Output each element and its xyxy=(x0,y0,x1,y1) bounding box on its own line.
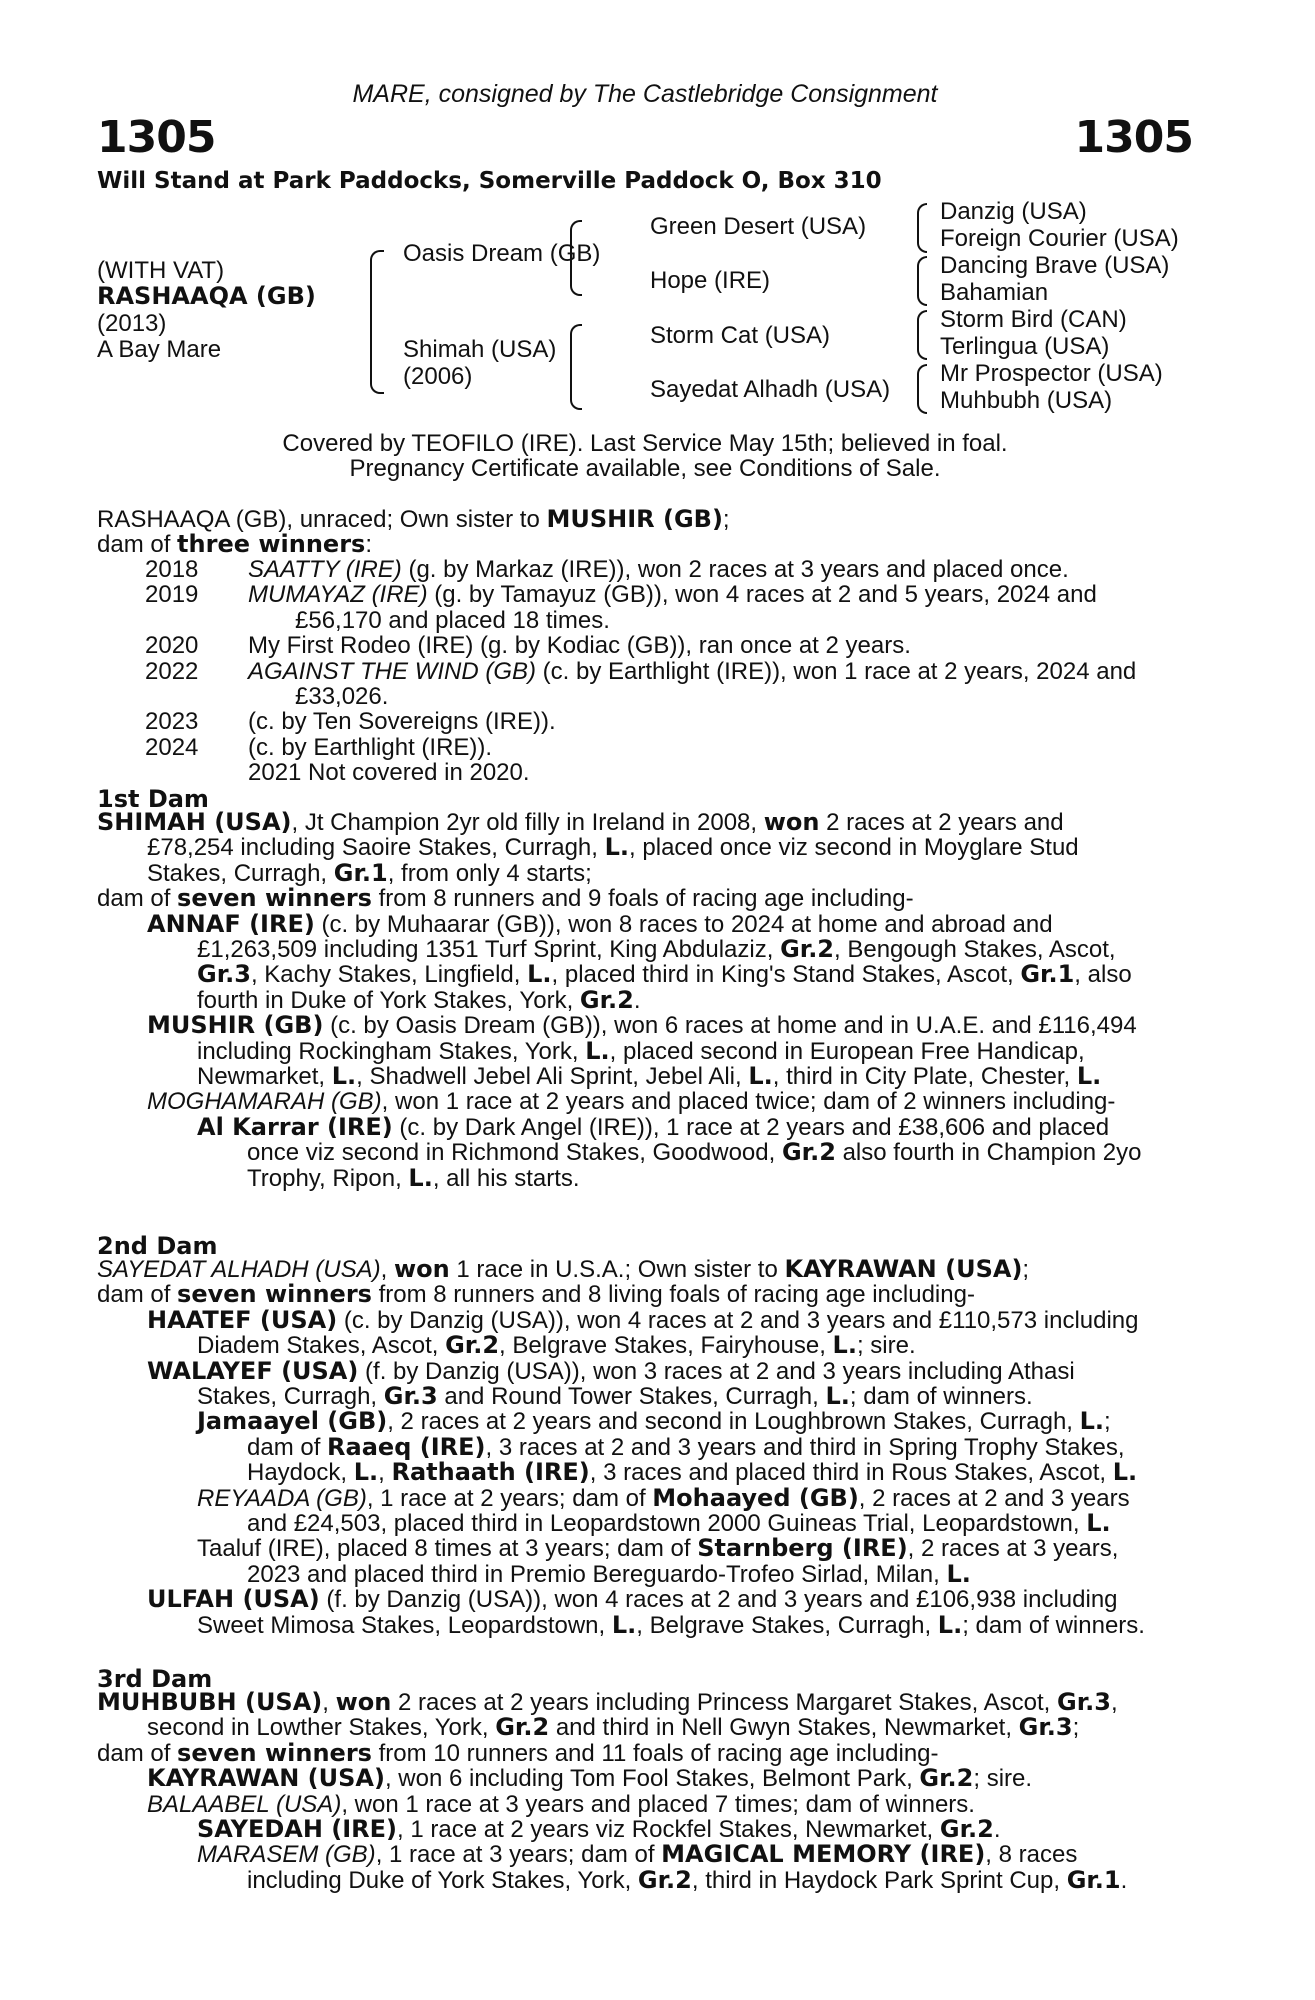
second-dam-line: and £24,503, placed third in Leopardstown 2000 Guineas Trial, Leopardstown, L. xyxy=(247,1509,1111,1537)
third-dam-line: dam of seven winners from 10 runners and 11 foals of racing age including- xyxy=(97,1738,939,1767)
third-dam-line: KAYRAWAN (USA), won 6 including Tom Fool Stakes, Belmont Park, Gr.2; sire. xyxy=(147,1764,1033,1793)
first-dam-line: MUSHIR (GB) (c. by Oasis Dream (GB)), won 6 races at home and in U.A.E. and £116,494 xyxy=(147,1011,1137,1040)
first-dam-line: MOGHAMARAH (GB), won 1 race at 2 years and placed twice; dam of 2 winners including- xyxy=(147,1088,1116,1116)
second-dam-line: Diadem Stakes, Ascot, Gr.2, Belgrave Stakes, Fairyhouse, L.; sire. xyxy=(197,1331,916,1360)
third-dam-line: including Duke of York Stakes, York, Gr.2, third in Haydock Park Sprint Cup, Gr.1. xyxy=(247,1865,1128,1894)
first-dam-line: once viz second in Richmond Stakes, Goodwood, Gr.2 also fourth in Champion 2yo xyxy=(247,1138,1142,1167)
horse-description: A Bay Mare xyxy=(97,336,222,363)
pedigree-gen3-1: Green Desert (USA) xyxy=(650,213,867,240)
first-dam-line: fourth in Duke of York Stakes, York, Gr.2. xyxy=(197,985,641,1014)
produce-year: 2023 xyxy=(145,708,199,736)
horse-year: (2013) xyxy=(97,310,167,337)
second-dam-line: Sweet Mimosa Stakes, Leopardstown, L., Belgrave Stakes, Curragh, L.; dam of winners. xyxy=(197,1610,1145,1639)
pedigree-gen4-8: Muhbubh (USA) xyxy=(940,387,1113,414)
lot-number-right: 1305 xyxy=(1074,112,1193,163)
first-dam-line: Gr.3, Kachy Stakes, Lingfield, L., placed third in King's Stand Stakes, Ascot, Gr.1, also xyxy=(197,960,1132,989)
brace-dam-parents xyxy=(570,324,582,410)
first-dam-line: Newmarket, L., Shadwell Jebel Ali Sprint, Jebel Ali, L., third in City Plate, Chester, L. xyxy=(197,1062,1102,1090)
produce-entry: SAATTY (IRE) (g. by Markaz (IRE)), won 2 races at 3 years and placed once. xyxy=(248,556,1069,583)
produce-entry: MUMAYAZ (IRE) (g. by Tamayuz (GB)), won 4 races at 2 and 5 years, 2024 and xyxy=(248,581,1097,609)
first-dam-line: Trophy, Ripon, L., all his starts. xyxy=(247,1163,580,1192)
first-dam-line: including Rockingham Stakes, York, L., placed second in European Free Handicap, xyxy=(197,1036,1085,1065)
produce-entry: £56,170 and placed 18 times. xyxy=(295,606,610,634)
covered-line: Covered by TEOFILO (IRE). Last Service May 15th; believed in foal. xyxy=(282,430,1008,457)
pedigree-gen4-1: Danzig (USA) xyxy=(940,198,1087,225)
lot-number-left: 1305 xyxy=(97,112,216,163)
second-dam-line: Haydock, L., Rathaath (IRE), 3 races and placed third in Rous Stakes, Ascot, L. xyxy=(247,1458,1138,1487)
produce-entry: AGAINST THE WIND (GB) (c. by Earthlight (IRE)), won 1 race at 2 years, 2024 and xyxy=(248,657,1137,685)
produce-year: 2019 xyxy=(145,581,199,609)
brace-sire-dam xyxy=(370,250,384,394)
second-dam-line: 2023 and placed third in Premio Bereguardo-Trofeo Sirlad, Milan, L. xyxy=(247,1559,971,1588)
third-dam-line: BALAABEL (USA), won 1 race at 3 years and placed 7 times; dam of winners. xyxy=(147,1790,975,1818)
produce-dam-of: dam of three winners: xyxy=(97,530,372,558)
stand-location: Will Stand at Park Paddocks, Somerville Paddock O, Box 310 xyxy=(97,168,882,194)
pregnancy-line: Pregnancy Certificate available, see Conditions of Sale. xyxy=(349,455,941,482)
first-dam-heading: 1st Dam xyxy=(97,784,209,813)
first-dam-line: £78,254 including Saoire Stakes, Curragh, L., placed once viz second in Moyglare Stud xyxy=(147,833,1079,862)
catalogue-page xyxy=(95,0,1195,2000)
produce-entry: 2021 Not covered in 2020. xyxy=(248,759,530,787)
horse-name: RASHAAQA (GB) xyxy=(97,282,316,310)
produce-year: 2020 xyxy=(145,632,199,660)
produce-entry: (c. by Ten Sovereigns (IRE)). xyxy=(248,708,556,736)
pedigree-gen4-2: Foreign Courier (USA) xyxy=(940,225,1179,252)
second-dam-line: SAYEDAT ALHADH (USA), won 1 race in U.S.A.; Own sister to KAYRAWAN (USA); xyxy=(97,1255,1030,1283)
second-dam-line: REYAADA (GB), 1 race at 2 years; dam of Mohaayed (GB), 2 races at 2 and 3 years xyxy=(197,1483,1130,1512)
first-dam-line: £1,263,509 including 1351 Turf Sprint, King Abdulaziz, Gr.2, Bengough Stakes, Ascot, xyxy=(197,935,1116,963)
produce-entry: £33,026. xyxy=(295,683,389,710)
produce-year: 2022 xyxy=(145,657,199,685)
produce-entry: My First Rodeo (IRE) (g. by Kodiac (GB)), ran once at 2 years. xyxy=(248,632,911,660)
third-dam-heading: 3rd Dam xyxy=(97,1664,213,1693)
brace-gen4-2 xyxy=(917,256,927,306)
vat-note: (WITH VAT) xyxy=(97,257,225,284)
pedigree-sire: Oasis Dream (GB) xyxy=(403,240,601,267)
first-dam-line: Stakes, Curragh, Gr.1, from only 4 starts; xyxy=(147,858,592,887)
pedigree-gen3-4: Sayedat Alhadh (USA) xyxy=(650,376,891,403)
brace-gen4-4 xyxy=(917,364,927,414)
produce-entry: (c. by Earthlight (IRE)). xyxy=(248,733,493,761)
brace-sire-parents xyxy=(570,220,582,296)
third-dam-line: MUHBUBH (USA), won 2 races at 2 years including Princess Margaret Stakes, Ascot, Gr.3, xyxy=(97,1688,1118,1716)
first-dam-line: dam of seven winners from 8 runners and 9 foals of racing age including- xyxy=(97,884,914,913)
produce-year: 2024 xyxy=(145,733,199,761)
second-dam-line: Stakes, Curragh, Gr.3 and Round Tower Stakes, Curragh, L.; dam of winners. xyxy=(197,1382,1033,1410)
pedigree-gen3-3: Storm Cat (USA) xyxy=(650,322,831,349)
first-dam-line: ANNAF (IRE) (c. by Muhaarar (GB)), won 8 races to 2024 at home and abroad and xyxy=(147,909,1053,938)
pedigree-gen4-3: Dancing Brave (USA) xyxy=(940,252,1170,279)
pedigree-dam: Shimah (USA) xyxy=(403,336,557,363)
first-dam-line: SHIMAH (USA), Jt Champion 2yr old filly in Ireland in 2008, won 2 races at 2 years and xyxy=(97,808,1064,836)
third-dam-line: MARASEM (GB), 1 race at 3 years; dam of MAGICAL MEMORY (IRE), 8 races xyxy=(197,1840,1078,1869)
brace-gen4-3 xyxy=(917,310,927,360)
second-dam-line: HAATEF (USA) (c. by Danzig (USA)), won 4 races at 2 and 3 years and £110,573 including xyxy=(147,1305,1139,1334)
consignor-line: MARE, consigned by The Castlebridge Consignment xyxy=(352,80,938,108)
second-dam-line: Taaluf (IRE), placed 8 times at 3 years; dam of Starnberg (IRE), 2 races at 3 years, xyxy=(197,1534,1119,1563)
second-dam-line: WALAYEF (USA) (f. by Danzig (USA)), won 3 races at 2 and 3 years including Athasi xyxy=(147,1356,1075,1385)
third-dam-line: SAYEDAH (IRE), 1 race at 2 years viz Rockfel Stakes, Newmarket, Gr.2. xyxy=(197,1815,1001,1843)
pedigree-gen4-5: Storm Bird (CAN) xyxy=(940,306,1127,333)
second-dam-heading: 2nd Dam xyxy=(97,1231,218,1260)
second-dam-line: Jamaayel (GB), 2 races at 2 years and second in Loughbrown Stakes, Curragh, L.; xyxy=(197,1407,1111,1436)
pedigree-gen4-7: Mr Prospector (USA) xyxy=(940,360,1163,387)
pedigree-dam-year: (2006) xyxy=(403,363,473,390)
pedigree-gen3-2: Hope (IRE) xyxy=(650,267,771,294)
pedigree-gen4-4: Bahamian xyxy=(940,279,1049,306)
produce-intro: RASHAAQA (GB), unraced; Own sister to MUSHIR (GB); xyxy=(97,505,730,533)
produce-year: 2018 xyxy=(145,556,199,583)
pedigree-gen4-6: Terlingua (USA) xyxy=(940,333,1110,360)
second-dam-line: dam of seven winners from 8 runners and 8 living foals of racing age including- xyxy=(97,1280,975,1309)
second-dam-line: ULFAH (USA) (f. by Danzig (USA)), won 4 races at 2 and 3 years and £106,938 including xyxy=(147,1585,1118,1614)
third-dam-line: second in Lowther Stakes, York, Gr.2 and third in Nell Gwyn Stakes, Newmarket, Gr.3; xyxy=(147,1713,1080,1742)
first-dam-line: Al Karrar (IRE) (c. by Dark Angel (IRE)), 1 race at 2 years and £38,606 and placed xyxy=(197,1112,1110,1141)
second-dam-line: dam of Raaeq (IRE), 3 races at 2 and 3 years and third in Spring Trophy Stakes, xyxy=(247,1432,1125,1461)
brace-gen4-1 xyxy=(917,203,927,253)
